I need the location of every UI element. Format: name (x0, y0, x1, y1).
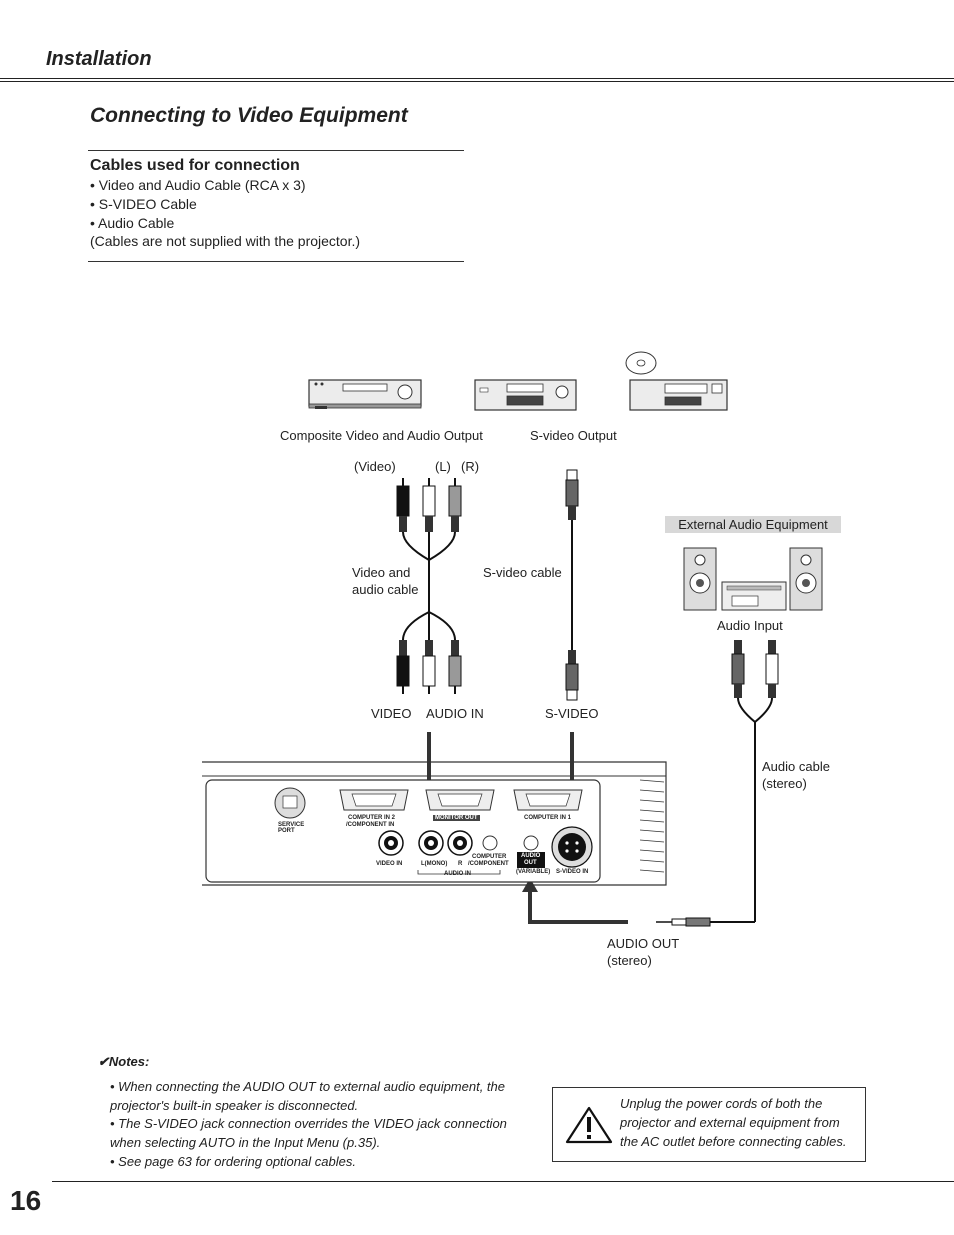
panel-computer-in1-label: COMPUTER IN 1 (524, 815, 572, 821)
caution-text: Unplug the power cords of both the projector and external equipment from the AC outlet before connecting cables. (620, 1096, 847, 1149)
audio-input-label: Audio Input (717, 618, 783, 633)
audio-out-label-2: (stereo) (607, 953, 652, 968)
external-audio-label: External Audio Equipment (665, 516, 841, 533)
right-plug-label: (R) (461, 459, 480, 474)
svideo-device-icon (475, 380, 576, 410)
cable-item: • S-VIDEO Cable (90, 196, 197, 212)
audio-out-label: AUDIO OUT (607, 936, 680, 951)
panel-monitor-out-label: MONITOR OUT (435, 815, 478, 821)
panel-computer-component-label: COMPUTER (472, 854, 507, 860)
page-number: 16 (10, 1185, 42, 1216)
note-item: • The S-VIDEO jack connection overrides the VIDEO jack connection when selecting AUTO in the Input Menu (p.35). (110, 1116, 507, 1150)
audio-cable-label-2: (stereo) (762, 776, 807, 791)
left-plug-label: (L) (435, 459, 451, 474)
notes-title: ✔Notes: (98, 1054, 150, 1069)
cable-item: • Video and Audio Cable (RCA x 3) (90, 177, 306, 193)
panel-computer-component-label-2: /COMPONENT (468, 861, 509, 867)
cable-item: (Cables are not supplied with the projector.) (90, 233, 361, 249)
svideo-jack-label: S-VIDEO (545, 706, 599, 721)
panel-variable-label: (VARIABLE) (516, 869, 551, 875)
vcr-device-icon (309, 380, 421, 409)
panel-service-port-label-2: PORT (278, 828, 295, 834)
panel-component-in-label: /COMPONENT IN (346, 822, 395, 828)
panel-audio-out-label-2: OUT (524, 860, 537, 866)
section-title: Installation (46, 48, 152, 70)
cables-heading: Cables used for connection (90, 157, 300, 174)
speakers-icon (684, 548, 822, 610)
video-audio-cable-label: Video and (352, 565, 411, 580)
video-jack-label: VIDEO (371, 706, 412, 721)
panel-video-in-label: VIDEO IN (376, 861, 403, 867)
note-item: • See page 63 for ordering optional cables. (110, 1154, 356, 1169)
panel-svideo-in-label: S-VIDEO IN (556, 869, 589, 875)
audio-in-jack-label: AUDIO IN (426, 706, 484, 721)
panel-service-port-label: SERVICE (278, 822, 305, 828)
audio-cable (656, 640, 778, 926)
video-plug-label: (Video) (354, 459, 396, 474)
video-audio-cable-label-2: audio cable (352, 582, 419, 597)
panel-audio-in-label: AUDIO IN (444, 871, 471, 877)
composite-output-label: Composite Video and Audio Output (280, 428, 483, 443)
panel-computer-in2-label: COMPUTER IN 2 (348, 815, 396, 821)
note-item: • When connecting the AUDIO OUT to external audio equipment, the projector's built-in speaker is disconnected. (110, 1079, 506, 1113)
cd-player-icon (626, 352, 727, 410)
panel-r-label: R (458, 861, 463, 867)
cable-item: • Audio Cable (90, 215, 175, 231)
panel-audio-out-label: AUDIO (521, 853, 541, 859)
panel-l-mono-label: L(MONO) (421, 861, 448, 867)
svideo-cable (566, 470, 578, 700)
page-title: Connecting to Video Equipment (90, 104, 408, 127)
svideo-cable-label: S-video cable (483, 565, 562, 580)
audio-cable-label: Audio cable (762, 759, 830, 774)
footer-rule (52, 1181, 954, 1182)
svideo-output-label: S-video Output (530, 428, 617, 443)
